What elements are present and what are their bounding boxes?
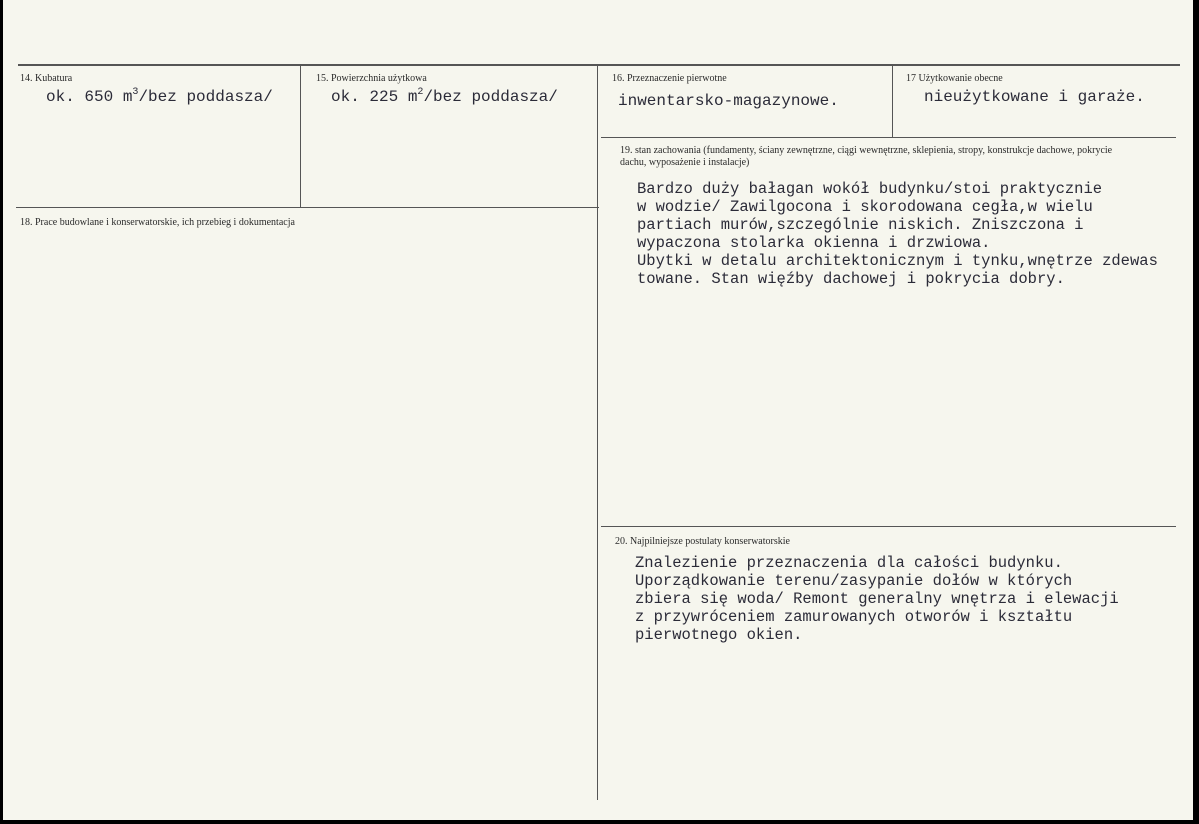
rule-below-field-14-15 <box>16 207 599 208</box>
field-20-line: z przywróceniem zamurowanych otworów i kształtu <box>635 608 1073 626</box>
field-19-line: partiach murów,szczególnie niskich. Zniszczona i <box>637 216 1084 234</box>
field-16-value: inwentarsko-magazynowe. <box>618 92 839 110</box>
field-14-value-main: ok. 650 m <box>46 88 133 106</box>
field-15-unit-exponent: 2 <box>417 86 424 98</box>
field-19-text <box>637 180 1158 288</box>
field-15-label: 15. Powierzchnia użytkowa <box>316 73 427 84</box>
field-14-value <box>46 86 273 107</box>
field-15-value <box>331 86 558 107</box>
field-20-line: zbiera się woda/ Remont generalny wnętrza i elewacji <box>635 590 1119 608</box>
field-20-line: Uporządkowanie terenu/zasypanie dołów w których <box>635 572 1073 590</box>
field-20-line: pierwotnego okien. <box>635 626 803 644</box>
divider-14-15 <box>300 66 301 208</box>
field-19-label: 19. stan zachowania (fundamenty, ściany zewnętrzne, ciągi wewnętrzne, sklepienia, stropy, konstrukcje dachowe, pokrycie dachu, wyposażenie i instalacje) <box>620 145 1113 168</box>
field-19-line: towane. Stan więźby dachowej i pokrycia dobry. <box>637 270 1065 288</box>
field-19-line: Ubytki w detalu architektonicznym i tynku,wnętrze zdewas <box>637 252 1158 270</box>
field-18-label: 18. Prace budowlane i konserwatorskie, ich przebieg i dokumentacja <box>20 217 295 228</box>
field-14-value-note: /bez poddasza/ <box>138 88 273 106</box>
top-rule <box>18 64 1180 66</box>
field-19-line: wypaczona stolarka okienna i drzwiowa. <box>637 234 991 252</box>
rule-above-field-20 <box>601 526 1176 527</box>
field-17-value: nieużytkowane i garaże. <box>924 88 1145 106</box>
field-19-line: w wodzie/ Zawilgocona i skorodowana cegła,w wielu <box>637 198 1093 216</box>
center-divider <box>597 66 598 800</box>
field-20-line: Znalezienie przeznaczenia dla całości budynku. <box>635 554 1063 572</box>
rule-below-field-17 <box>601 137 1176 138</box>
field-15-value-note: /bez poddasza/ <box>423 88 558 106</box>
field-16-label: 16. Przeznaczenie pierwotne <box>612 73 727 84</box>
field-20-label: 20. Najpilniejsze postulaty konserwatorskie <box>615 536 790 547</box>
field-17-label: 17 Użytkowanie obecne <box>906 73 1003 84</box>
field-14-label: 14. Kubatura <box>20 73 73 84</box>
field-15-value-main: ok. 225 m <box>331 88 418 106</box>
divider-16-17 <box>892 66 893 138</box>
field-14-unit-exponent: 3 <box>132 86 139 98</box>
field-19-line: Bardzo duży bałagan wokół budynku/stoi praktycznie <box>637 180 1103 198</box>
field-20-text <box>635 554 1119 644</box>
record-card <box>3 0 1193 820</box>
